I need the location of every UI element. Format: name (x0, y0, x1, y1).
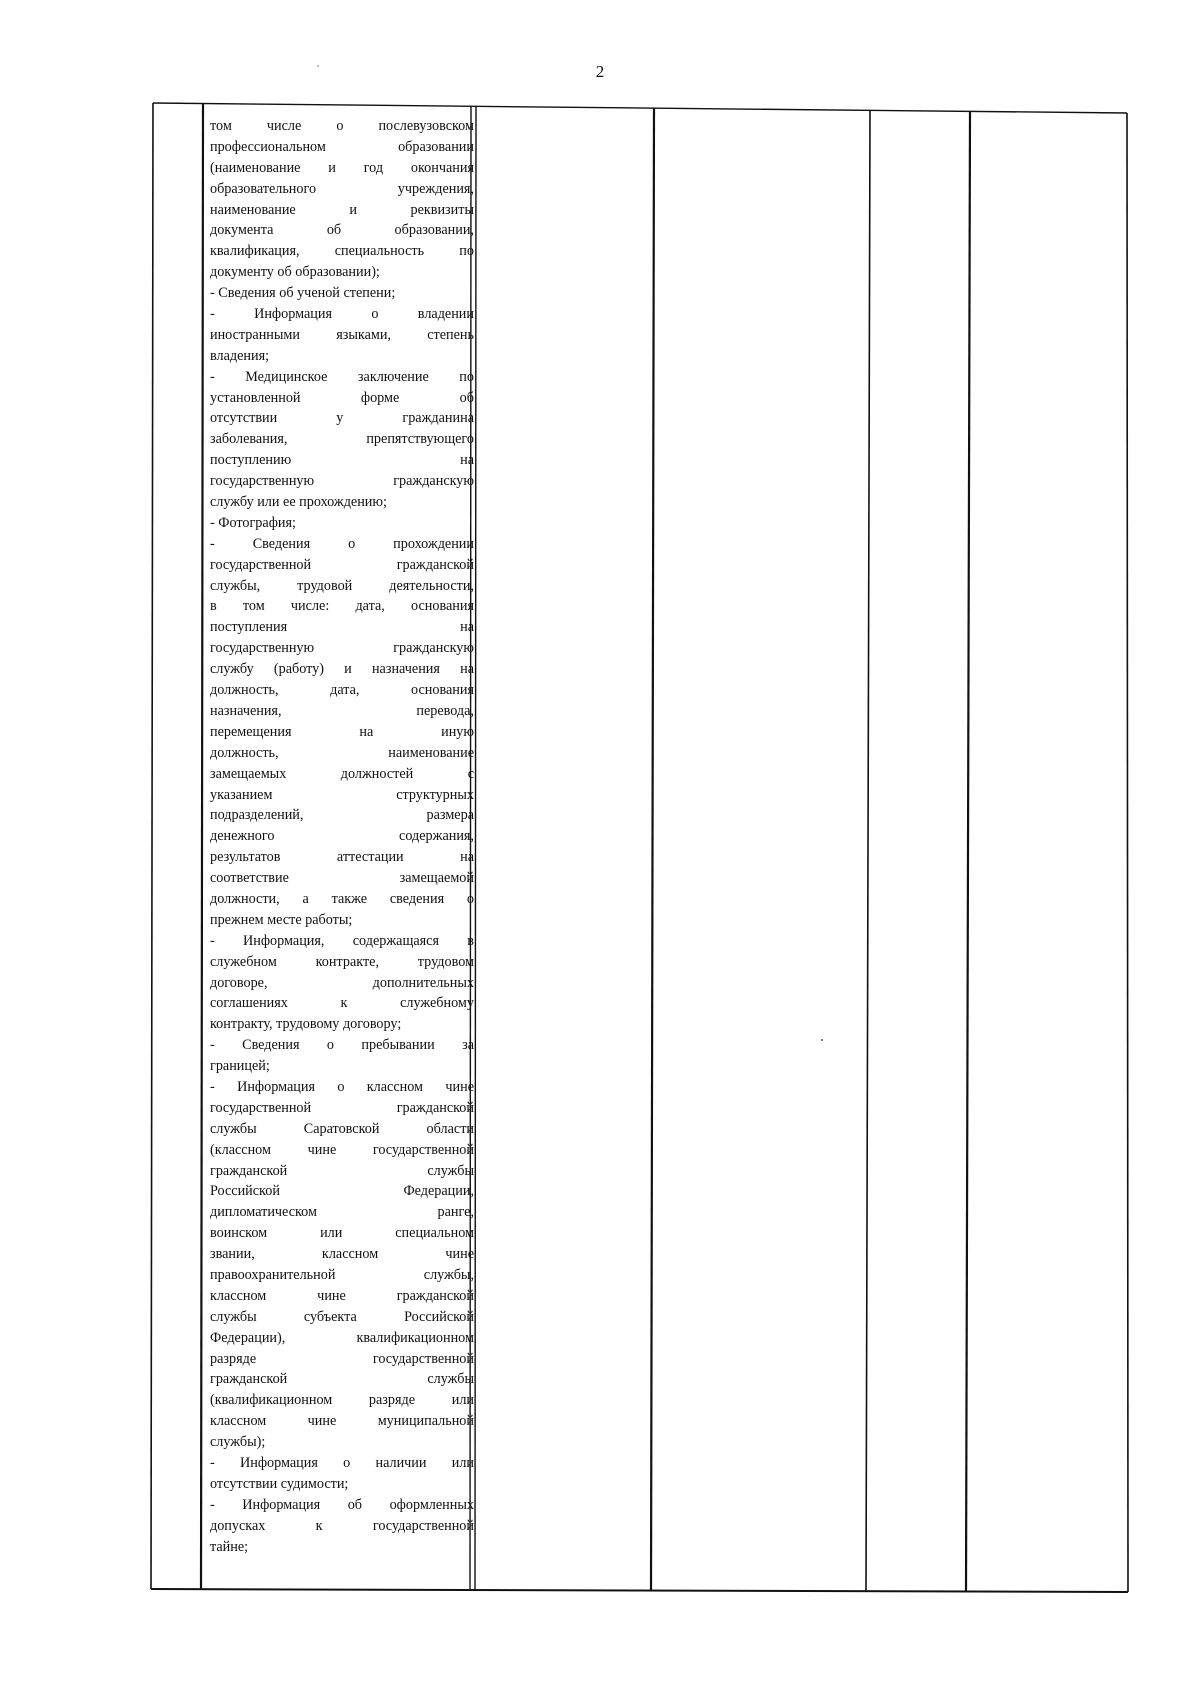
text-line: перемещения на иную (210, 723, 474, 740)
page-number: 2 (595, 62, 605, 81)
text-line: (наименование и год окончания (210, 159, 474, 176)
text-line: - Фотография; (210, 514, 296, 531)
table-col-border-6 (966, 111, 970, 1591)
text-line: договоре, дополнительных (210, 974, 474, 991)
text-line: - Медицинское заключение по (210, 368, 474, 385)
text-line: установленной форме об (210, 389, 474, 406)
text-line: документа об образовании, (210, 222, 474, 239)
text-line: результатов аттестации на (210, 849, 474, 866)
table-top-border (153, 103, 1127, 113)
text-line: наименование и реквизиты (210, 201, 474, 218)
scan-speck (821, 1039, 823, 1041)
text-line: (квалификационном разряде или (210, 1392, 474, 1409)
table-cell-personal-data-list (210, 116, 474, 1557)
table-bottom-border (151, 1589, 1128, 1592)
text-line: Федерации), квалификационном (210, 1329, 474, 1346)
text-line: назначения, перевода, (210, 702, 474, 719)
text-line: должности, а также сведения о (210, 890, 474, 907)
text-line: службы, трудовой деятельности, (210, 577, 474, 594)
text-line: иностранными языками, степень (210, 326, 474, 343)
text-line: службу (работу) и назначения на (210, 661, 474, 678)
text-line: отсутствии судимости; (210, 1475, 349, 1492)
text-line: денежного содержания, (210, 828, 474, 845)
text-line: - Информация о классном чине (210, 1078, 474, 1095)
table-col-border-3b (475, 106, 476, 1590)
text-line: границей; (210, 1058, 270, 1075)
text-line: воинском или специальном (210, 1225, 474, 1242)
text-line: контракту, трудовому договору; (210, 1016, 402, 1033)
text-line: звании, классном чине (210, 1246, 474, 1263)
text-line: Российской Федерации, (210, 1183, 474, 1200)
text-line: классном чине гражданской (210, 1287, 474, 1304)
text-line: - Сведения о пребывании за (210, 1037, 474, 1054)
text-line: государственной гражданской (210, 1099, 474, 1116)
text-line: классном чине муниципальной (210, 1413, 474, 1430)
text-line: подразделений, размера (210, 807, 474, 824)
text-line: прежнем месте работы; (210, 911, 353, 928)
text-line: - Информация о владении (210, 306, 474, 323)
table-col-border-7 (1127, 113, 1128, 1592)
text-line: владения; (210, 347, 270, 364)
text-line: соглашениях к служебному (210, 995, 474, 1012)
text-line: квалификация, специальность по (210, 243, 474, 260)
text-line: - Сведения об ученой степени; (210, 285, 396, 302)
text-line: государственной гражданской (210, 556, 474, 573)
text-line: поступлению на (210, 452, 474, 469)
text-line: разряде государственной (210, 1350, 474, 1367)
text-line: заболевания, препятствующего (210, 431, 474, 448)
table-col-border-4 (651, 108, 654, 1590)
text-line: поступления на (210, 619, 474, 636)
text-line: правоохранительной службы, (210, 1266, 474, 1283)
text-line: отсутствии у гражданина (210, 410, 474, 427)
text-line: государственную гражданскую (210, 473, 474, 490)
text-line: том числе о послевузовском (210, 118, 474, 134)
text-line: образовательного учреждения, (210, 180, 474, 197)
text-line: соответствие замещаемой (210, 870, 474, 887)
text-line: указанием структурных (210, 786, 474, 803)
text-line: в том числе: дата, основания (210, 598, 474, 615)
text-line: профессиональном образовании (210, 138, 474, 155)
text-line: тайне; (210, 1538, 249, 1555)
text-line: гражданской службы (210, 1162, 474, 1179)
table-col-border-2 (201, 104, 203, 1589)
text-line: допусках к государственной (210, 1517, 474, 1534)
text-line: службы субъекта Российской (210, 1308, 474, 1325)
text-line: - Информация, содержащаяся в (210, 932, 474, 949)
text-line: замещаемых должностей с (210, 765, 474, 782)
scan-speck (317, 65, 319, 67)
text-line: - Информация об оформленных (210, 1496, 474, 1513)
text-line: гражданской службы (210, 1371, 474, 1388)
text-line: государственную гражданскую (210, 640, 474, 657)
text-line: должность, наименование (210, 744, 474, 761)
text-line: службы); (210, 1434, 266, 1451)
table-col-border-5 (866, 110, 870, 1591)
text-line: - Информация о наличии или (210, 1455, 474, 1471)
text-line: документу об образовании); (210, 264, 380, 281)
text-line: - Сведения о прохождении (210, 535, 474, 552)
table-col-border-1 (151, 103, 153, 1589)
text-line: службу или ее прохождению; (210, 494, 387, 511)
text-line: должность, дата, основания (210, 682, 474, 699)
text-line: служебном контракте, трудовом (210, 953, 474, 970)
text-line: (классном чине государственной (210, 1141, 474, 1158)
text-line: дипломатическом ранге, (210, 1204, 474, 1221)
text-line: службы Саратовской области (210, 1120, 474, 1137)
